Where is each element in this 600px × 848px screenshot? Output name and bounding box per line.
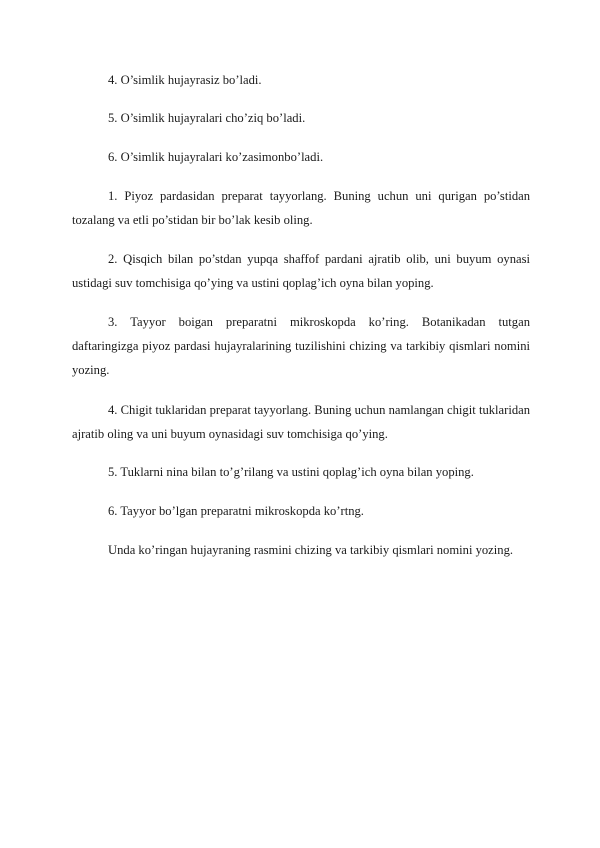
paragraph-6: 3. Tayyor boigan preparatni mikroskopda ko’ring. Botanikadan tutgan daftaringizga piyoz pardasi hujayralarining tuzilishini chizing va tarkibiy qismlari nomini yozing. bbox=[72, 315, 530, 377]
paragraph-5: 2. Qisqich bilan po’stdan yupqa shaffof pardani ajratib olib, uni buyum oynasi ustidagi suv tomchisiga qo’ying va ustini qoplag’ich oyna bilan yoping. bbox=[72, 252, 530, 290]
paragraph-7: 4. Chigit tuklaridan preparat tayyorlang. Buning uchun namlangan chigit tuklaridan ajratib oling va uni buyum oynasidagi suv tomchisiga qo’ying. bbox=[72, 403, 530, 441]
paragraph-1: 4. O’simlik hujayrasiz bo’ladi. bbox=[108, 73, 262, 87]
paragraph-9: 6. Tayyor bo’lgan preparatni mikroskopda ko’rtng. bbox=[108, 504, 364, 518]
paragraph-8: 5. Tuklarni nina bilan to’g’rilang va ustini qoplag’ich oyna bilan yoping. bbox=[108, 465, 474, 479]
paragraph-4: 1. Piyoz pardasidan preparat tayyorlang. Buning uchun uni qurigan po’stidan tozalang va etli po’stidan bir bo’lak kesib oling. bbox=[72, 189, 530, 227]
paragraph-3: 6. O’simlik hujayralari ko’zasimonbo’ladi. bbox=[108, 150, 324, 164]
paragraph-10: Unda ko’ringan hujayraning rasmini chizing va tarkibiy qismlari nomini yozing. bbox=[108, 543, 514, 557]
paragraph-2: 5. O’simlik hujayralari cho’ziq bo’ladi. bbox=[108, 111, 306, 125]
